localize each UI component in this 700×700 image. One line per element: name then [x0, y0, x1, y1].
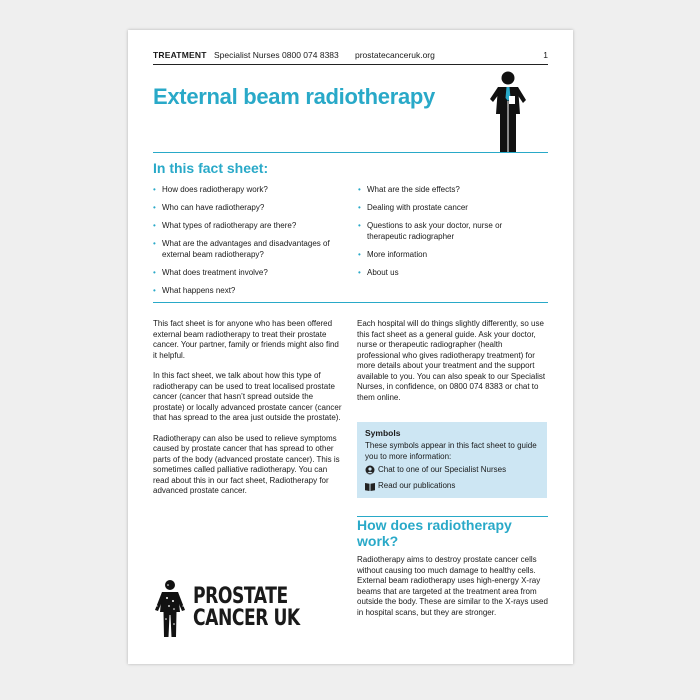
toc-link[interactable]: • About us	[358, 268, 528, 279]
toc-link[interactable]: • More information	[358, 250, 528, 261]
header-nurses-phone: Specialist Nurses 0800 074 8383	[214, 50, 339, 60]
toc-list-left	[153, 185, 343, 304]
chat-nurse-icon	[365, 465, 375, 475]
intro-paragraph: Each hospital will do things slightly differently, so use this fact sheet as a general guide. Ask your doctor, nurse or therapeutic radiographer (health professional who gives radiotherapy treatment) for more details about your treatment and the support available to you. You can also speak to our Specialist Nurses, in confidence, on 0800 074 8383 or chat to them online.	[357, 319, 546, 402]
title-divider	[153, 152, 548, 153]
toc-link[interactable]: • What are the advantages and disadvantages of external beam radiotherapy?	[153, 239, 343, 260]
intro-paragraph: Radiotherapy can also be used to relieve symptoms caused by prostate cancer that has spread to other parts of the body (advanced prostate cancer). This is sometimes called palliative radiotherapy. You can read about this in our fact sheet, Radiotherapy for advanced prostate cancer.	[153, 433, 340, 495]
book-icon	[365, 482, 375, 491]
toc-link[interactable]: • What happens next?	[153, 286, 343, 297]
toc-link[interactable]: • Questions to ask your doctor, nurse or therapeutic radiographer	[358, 221, 528, 242]
section-text-how: Radiotherapy aims to destroy prostate cancer cells without causing too much damage to healthy cells. External beam radiotherapy uses high-energy X-ray beams that are targeted at the treatment area from outside the body. These are similar to the X-rays used in hospital scans, but they are stronger.	[357, 555, 548, 617]
toc-link[interactable]: • What are the side effects?	[358, 185, 528, 196]
toc-link[interactable]: • Who can have radiotherapy?	[153, 203, 343, 214]
toc-heading: In this fact sheet:	[153, 160, 269, 176]
fact-sheet-page	[128, 30, 573, 664]
symbols-box	[357, 422, 547, 498]
header-divider	[153, 64, 548, 65]
page-title: External beam radiotherapy	[153, 84, 435, 109]
toc-divider	[153, 302, 548, 303]
intro-column-left	[153, 319, 343, 507]
logo-text-line2: CANCER UK	[193, 606, 300, 631]
chat-nurses-label: Chat to one of our Specialist Nurses	[378, 465, 507, 474]
page-header	[153, 50, 548, 60]
section-heading-how: How does radiotherapy work?	[357, 517, 512, 549]
page-number: 1	[543, 50, 548, 60]
man-figure-icon	[488, 70, 528, 158]
toc-list-right	[358, 185, 528, 286]
toc-link[interactable]: • Dealing with prostate cancer	[358, 203, 528, 214]
intro-paragraph: This fact sheet is for anyone who has been offered external beam radiotherapy to treat their prostate cancer. Your partner, family or friends might also find it helpful.	[153, 319, 339, 360]
header-category: TREATMENT	[153, 50, 207, 60]
toc-link[interactable]: • What does treatment involve?	[153, 268, 343, 279]
intro-column-right	[357, 319, 547, 413]
logo-text-line1: PROSTATE	[193, 584, 288, 609]
logo-figure-icon	[153, 579, 187, 642]
chat-nurses-link[interactable]	[365, 465, 506, 475]
symbols-title: Symbols	[365, 428, 401, 438]
toc-link[interactable]: • What types of radiotherapy are there?	[153, 221, 343, 232]
publications-label: Read our publications	[378, 481, 456, 490]
publications-link[interactable]	[365, 481, 455, 491]
brand-logo	[193, 586, 300, 630]
intro-paragraph: In this fact sheet, we talk about how this type of radiotherapy can be used to treat localised prostate cancer (cancer that hasn’t spread outside the prostate) or locally advanced prostate cancer (cancer that has spread to the area just outside the prostate).	[153, 371, 342, 422]
symbols-text: These symbols appear in this fact sheet to guide you to more information:	[365, 441, 537, 461]
header-website[interactable]: prostatecanceruk.org	[355, 50, 435, 60]
toc-link[interactable]: • How does radiotherapy work?	[153, 185, 343, 196]
